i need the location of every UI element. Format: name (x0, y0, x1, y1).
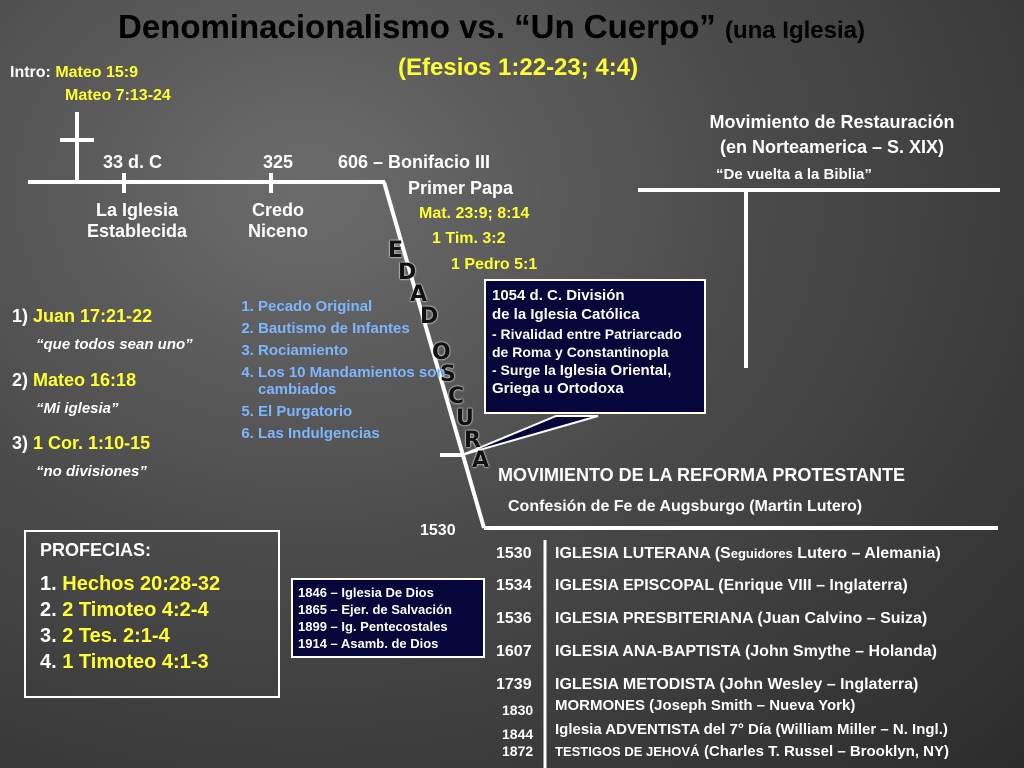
pope-ref-3: 1 Pedro 5:1 (451, 256, 538, 273)
verse-num: 2) (12, 370, 29, 390)
doctrines-list (232, 298, 448, 447)
prophecy-item (40, 625, 278, 648)
restoration-motto: “De vuelta a la Biblia” (716, 166, 872, 183)
division-line6: Griega u Ortodoxa (492, 380, 624, 397)
denomination-detail: (John Smythe – Holanda) (744, 643, 937, 660)
reformation-heading: MOVIMIENTO DE LA REFORMA PROTESTANTE (498, 465, 906, 485)
prophecy-ref: 1 Timoteo 4:1-3 (62, 651, 209, 673)
verse-quote: “que todos sean uno” (36, 336, 193, 353)
doctrine-item: 2. Bautismo de Infantes (258, 320, 448, 337)
restoration-line2: (en Norteamerica – S. XIX) (719, 137, 945, 157)
denomination-detail: (S (714, 545, 731, 562)
denomination-detail-small: eguidores (730, 546, 793, 561)
verse-ref: 1 Cor. 1:10-15 (33, 433, 151, 453)
later-group-text: Iglesia ADVENTISTA del 7° Día (William Miller – N. Ingl.) (555, 721, 948, 738)
prophecy-ref: 2 Timoteo 4:2-4 (62, 599, 209, 621)
denomination-year: 1530 (496, 545, 532, 562)
prophecies-heading: PROFECIAS: (40, 540, 152, 560)
division-line2: de la Iglesia Católica (492, 306, 640, 323)
denomination-row (555, 643, 937, 661)
date-1530: 1530 (420, 522, 456, 539)
dark-age-letter: R (464, 428, 481, 453)
denomination-year: 1739 (496, 676, 532, 693)
doctrine-item: 4. Los 10 Mandamientos son cambiados (258, 364, 448, 398)
denomination-year: 1534 (496, 577, 532, 594)
title-reference: (Efesios 1:22-23; 4:4) (398, 54, 639, 81)
first-pope: Primer Papa (408, 178, 514, 198)
dark-age-letter: E (388, 238, 404, 263)
denomination-name: IGLESIA ANA-BAPTISTA (555, 643, 741, 660)
later-group-year: 1872 (502, 743, 534, 759)
nicene-creed (232, 200, 324, 242)
dark-age-letter: S (440, 362, 456, 387)
intro-ref1: Mateo 15:9 (55, 64, 139, 81)
modern-group-item: 1914 – Asamb. de Dios (298, 636, 439, 651)
doctrine-item: 5. El Purgatorio (258, 403, 448, 420)
division-box (484, 279, 706, 414)
verse-num: 1) (12, 306, 29, 326)
verse-ref: Juan 17:21-22 (33, 306, 153, 326)
modern-groups-box (291, 578, 485, 658)
denomination-name: IGLESIA METODISTA (555, 676, 716, 693)
division-line4: de Roma y Constantinopla (492, 344, 669, 360)
prophecy-item (40, 573, 278, 596)
modern-group-item: 1846 – Iglesia De Dios (298, 585, 434, 600)
pope-ref-2: 1 Tim. 3:2 (432, 230, 506, 247)
date-606: 606 – Bonifacio III (338, 152, 491, 172)
doctrine-item: 3. Rociamiento (258, 342, 448, 359)
intro (10, 64, 138, 82)
intro-ref2: Mateo 7:13-24 (65, 87, 171, 104)
prophecy-ref: 2 Tes. 2:1-4 (62, 625, 170, 647)
dark-age-letter: O (432, 340, 451, 365)
restoration-line1: Movimiento de Restauración (709, 112, 955, 132)
church-line1: La Iglesia (95, 200, 179, 220)
verse-2 (12, 370, 136, 391)
prophecy-item (40, 651, 278, 674)
later-group-text-rest: (Charles T. Russel – Brooklyn, NY) (703, 743, 950, 760)
verse-num: 3) (12, 433, 29, 453)
later-group-year: 1830 (502, 702, 534, 718)
prophecy-ref: Hechos 20:28-32 (62, 573, 221, 595)
denomination-row (555, 676, 918, 694)
verse-ref: Mateo 16:18 (33, 370, 137, 390)
modern-group-item: 1899 – Ig. Pentecostales (298, 619, 448, 634)
prophecy-num: 2. (40, 599, 57, 621)
later-group-text: MORMONES (Joseph Smith – Nueva York) (555, 697, 856, 714)
creed-line1: Credo (251, 200, 304, 220)
dark-age-letter: A (410, 282, 428, 307)
doctrine-item: 1. Pecado Original (258, 298, 448, 315)
denomination-name: IGLESIA EPISCOPAL (555, 577, 714, 594)
church-line2: Establecida (86, 221, 188, 241)
date-325: 325 (263, 152, 294, 172)
prophecies-box (24, 530, 280, 698)
verse-1 (12, 306, 152, 327)
denomination-detail: (John Wesley – Inglaterra) (719, 676, 919, 693)
prophecy-num: 1. (40, 573, 57, 595)
title-main: Denominacionalismo vs. “Un Cuerpo” (118, 8, 716, 45)
pope-ref-1: Mat. 23:9; 8:14 (419, 205, 530, 222)
denomination-row (555, 610, 927, 628)
division-line5 (492, 362, 704, 379)
later-group-text-prefix: TESTIGOS DE JEHOVÁ (555, 744, 700, 759)
date-33: 33 d. C (103, 152, 163, 172)
denomination-detail-rest: Lutero – Alemania) (792, 545, 941, 562)
denomination-detail: (Enrique VIII – Inglaterra) (718, 577, 908, 594)
prophecy-num: 4. (40, 651, 57, 673)
prophecy-item (40, 599, 278, 622)
verse-3 (12, 433, 150, 454)
doctrine-item: 6. Las Indulgencias (258, 425, 448, 442)
division-line3: - Rivalidad entre Patriarcado (492, 326, 682, 342)
denomination-row (555, 545, 941, 563)
church-established (70, 200, 204, 242)
title-suffix: (una Iglesia) (724, 17, 865, 44)
restoration-heading (660, 112, 1004, 158)
denomination-name: IGLESIA LUTERANA (555, 545, 711, 562)
dark-age-letter: U (456, 406, 474, 431)
denomination-year: 1607 (496, 643, 532, 660)
dark-age-letter: A (472, 448, 490, 473)
dark-age-letter: C (448, 384, 465, 409)
denomination-row (555, 577, 908, 595)
denomination-detail: (Juan Calvino – Suiza) (757, 610, 928, 627)
augsburg-confession: Confesión de Fe de Augsburgo (Martin Lutero) (508, 498, 863, 515)
dark-age-letter: D (398, 260, 417, 285)
denomination-year: 1536 (496, 610, 532, 627)
division-line1: 1054 d. C. División (492, 287, 625, 304)
page-title (118, 8, 865, 46)
division-line5-rest: Iglesia Oriental, (559, 362, 672, 379)
prophecy-num: 3. (40, 625, 57, 647)
later-group-year: 1844 (502, 726, 534, 742)
dark-age-letter: D (420, 304, 439, 329)
denomination-name: IGLESIA PRESBITERIANA (555, 610, 753, 627)
division-line5-prefix: - Surge la (492, 362, 556, 378)
later-group-text (555, 743, 949, 761)
creed-line2: Niceno (247, 221, 308, 241)
modern-group-item: 1865 – Ejer. de Salvación (298, 602, 452, 617)
verse-quote: “Mi iglesia” (36, 400, 119, 417)
verse-quote: “no divisiones” (36, 463, 147, 480)
intro-label: Intro: (10, 64, 51, 81)
